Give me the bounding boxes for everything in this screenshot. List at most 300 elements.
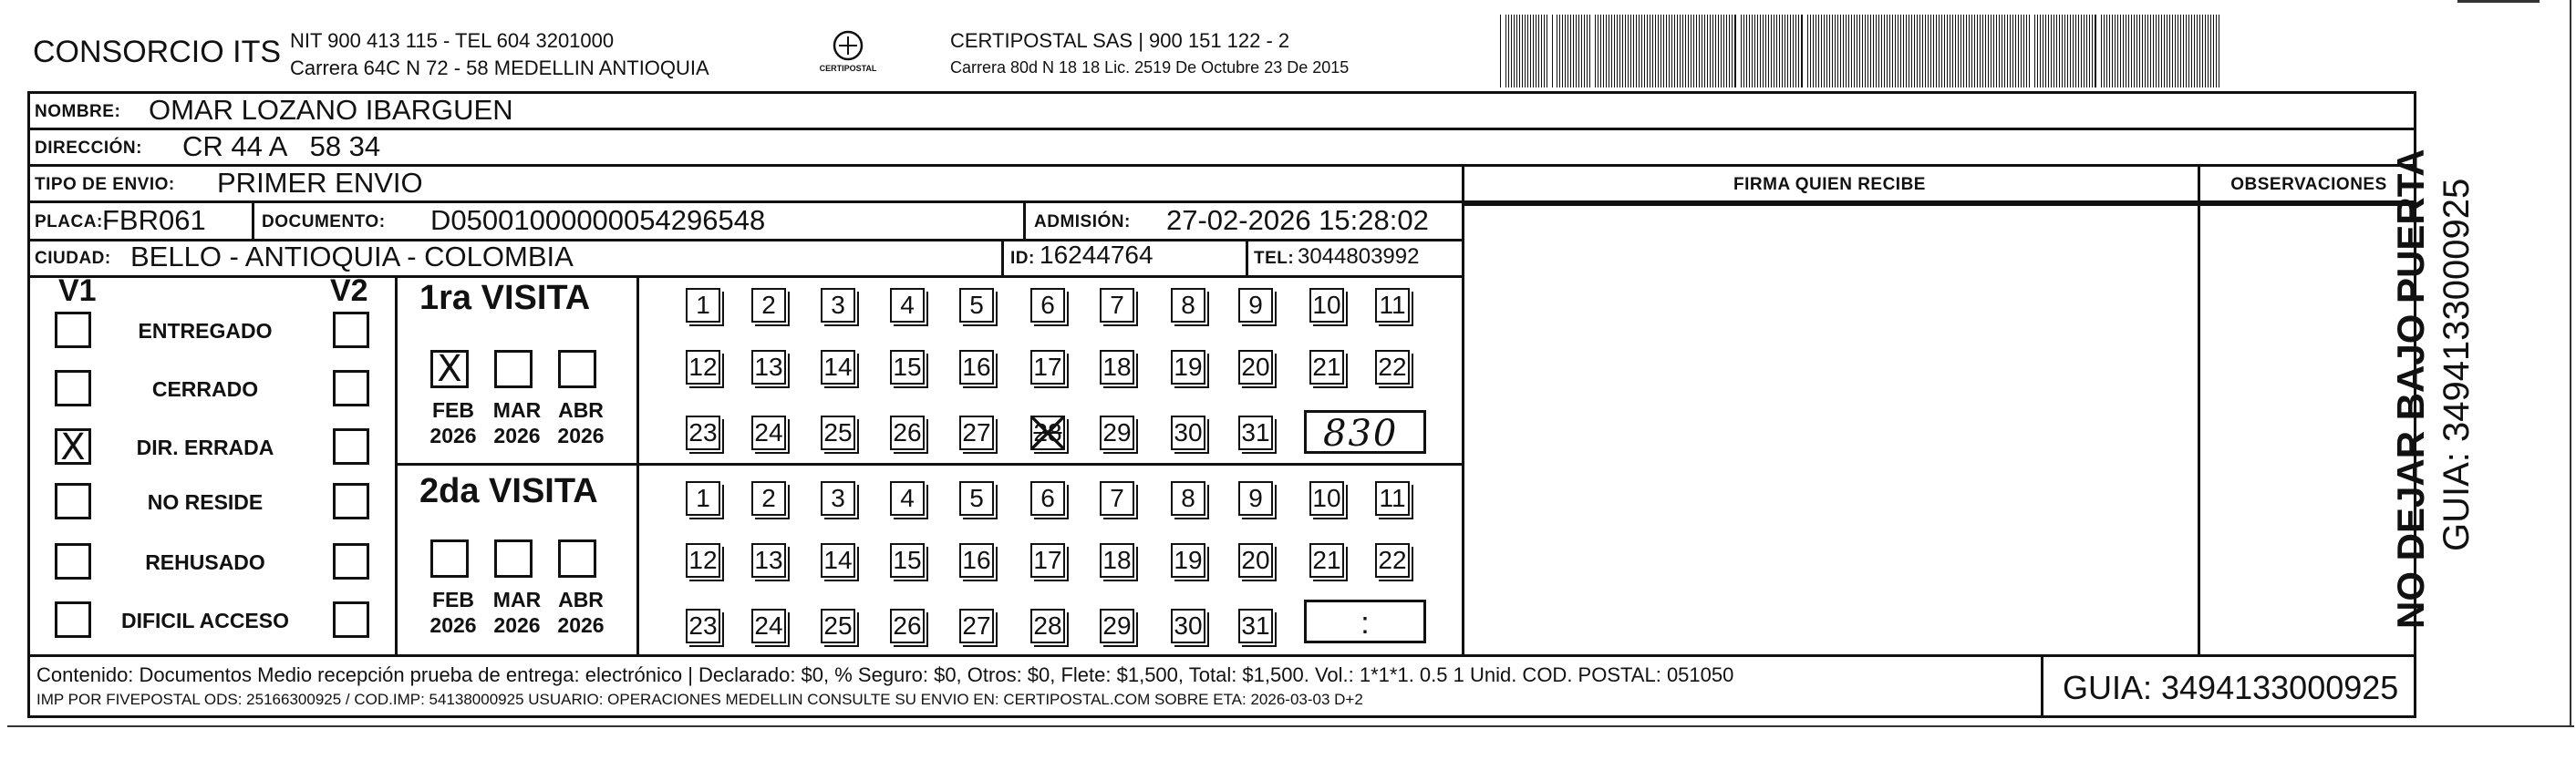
barcode-bar xyxy=(1600,15,1601,87)
day-box[interactable]: 14 xyxy=(821,543,855,578)
barcode-bar xyxy=(1617,15,1618,87)
barcode-bar xyxy=(1754,15,1755,87)
day-box[interactable]: 9 xyxy=(1238,288,1273,323)
footer-guia: GUIA: 3494133000925 xyxy=(2063,669,2399,706)
v1-checkbox[interactable] xyxy=(55,483,91,519)
v2-checkbox[interactable] xyxy=(333,543,369,580)
barcode-bar xyxy=(2101,15,2102,87)
barcode-bar xyxy=(1707,15,1708,87)
day-box[interactable]: 29 xyxy=(1100,416,1134,450)
day-box[interactable]: 16 xyxy=(959,543,994,578)
barcode-bar xyxy=(1628,15,1629,87)
barcode-bar xyxy=(2112,15,2113,87)
barcode-bar xyxy=(1516,15,1517,87)
status-label: ENTREGADO xyxy=(138,319,273,343)
day-box[interactable]: 16 xyxy=(959,350,994,385)
barcode-bar xyxy=(1525,15,1526,87)
barcode-bar xyxy=(1603,15,1604,87)
direccion-value: CR 44 A 58 34 xyxy=(182,130,381,162)
barcode-bar xyxy=(1682,15,1683,87)
barcode-bar xyxy=(1840,15,1841,87)
barcode-bar xyxy=(1903,15,1904,87)
barcode-bar xyxy=(1538,15,1539,87)
barcode-bar xyxy=(2186,15,2187,87)
barcode-bar xyxy=(2040,15,2041,87)
barcode-bar xyxy=(2026,15,2027,87)
day-box[interactable]: 15 xyxy=(890,543,925,578)
barcode-bar xyxy=(1801,15,1803,87)
footer-impresion: IMP POR FIVEPOSTAL ODS: 25166300925 / COD.IMP: 54138000925 USUARIO: OPERACIONES MEDELLIN CONSULTE SU ENVIO EN: CERTIPOSTAL.COM SOBRE ETA: 2026-03-03 D+2 xyxy=(36,691,1363,708)
barcode-bar xyxy=(2142,15,2143,87)
row-line xyxy=(27,654,2416,657)
barcode-bar xyxy=(1782,15,1783,87)
day-box[interactable]: 11 xyxy=(1375,288,1410,323)
barcode-bar xyxy=(1870,15,1871,87)
barcode-bar xyxy=(1760,15,1761,87)
col-line xyxy=(1462,164,1464,654)
barcode-bar xyxy=(2064,15,2065,87)
company-address: Carrera 64C N 72 - 58 MEDELLIN ANTIOQUIA xyxy=(290,56,709,79)
col-line xyxy=(2198,164,2200,654)
tel-value: 3044803992 xyxy=(1298,244,1420,269)
barcode-bar xyxy=(1589,15,1590,87)
barcode-bar xyxy=(2115,15,2116,87)
barcode-bar xyxy=(2216,15,2217,87)
barcode-bar xyxy=(1674,15,1675,87)
barcode-bar xyxy=(1900,15,1901,87)
barcode-bar xyxy=(2197,15,2198,87)
barcode-bar xyxy=(1630,15,1631,87)
day-box[interactable]: 10 xyxy=(1309,481,1344,516)
barcode-bar xyxy=(1660,15,1661,87)
barcode-bar xyxy=(1787,15,1788,87)
certipostal-logo xyxy=(812,27,885,78)
day-box[interactable]: 21 xyxy=(1309,350,1344,385)
barcode-bar xyxy=(1873,15,1874,87)
barcode-bar xyxy=(1776,15,1777,87)
barcode-bar xyxy=(1865,15,1866,87)
day-box[interactable]: 14 xyxy=(821,350,855,385)
barcode-bar xyxy=(1663,15,1664,87)
admision-value: 27-02-2026 15:28:02 xyxy=(1166,204,1429,236)
barcode-bar xyxy=(1881,15,1882,87)
month-year: 2026 xyxy=(493,613,541,637)
barcode-bar xyxy=(2106,15,2107,87)
barcode-bar xyxy=(2023,15,2024,87)
barcode-bar xyxy=(1939,15,1940,87)
barcode-bar xyxy=(2150,15,2151,87)
barcode-bar xyxy=(1988,15,1989,87)
barcode-bar xyxy=(1732,15,1733,87)
barcode-bar xyxy=(1595,15,1596,87)
barcode-bar xyxy=(1958,15,1959,87)
month-checkbox[interactable] xyxy=(558,350,596,388)
barcode xyxy=(1500,15,2225,87)
barcode-bar xyxy=(1570,15,1571,87)
barcode-bar xyxy=(1644,15,1645,87)
barcode-bar xyxy=(2034,15,2035,87)
barcode-bar xyxy=(2202,15,2203,87)
barcode-bar xyxy=(1960,15,1961,87)
barcode-bar xyxy=(1721,15,1722,87)
barcode-bar xyxy=(2194,15,2195,87)
v1-checkbox[interactable] xyxy=(55,370,91,406)
day-box[interactable]: 21 xyxy=(1309,543,1344,578)
carrier-address: Carrera 80d N 18 18 Lic. 2519 De Octubre 23 De 2015 xyxy=(950,58,1350,77)
barcode-bar xyxy=(1544,15,1545,87)
barcode-bar xyxy=(2037,15,2038,87)
barcode-bar xyxy=(1963,15,1964,87)
barcode-bar xyxy=(1647,15,1648,87)
status-label: DIFICIL ACCESO xyxy=(120,609,289,632)
barcode-bar xyxy=(2018,15,2019,87)
barcode-bar xyxy=(1693,15,1694,87)
barcode-bar xyxy=(1522,15,1523,87)
day-box[interactable]: 30 xyxy=(1171,609,1205,643)
barcode-bar xyxy=(1810,15,1811,87)
day-box[interactable]: 31 xyxy=(1238,416,1273,450)
v2-checkbox[interactable] xyxy=(333,370,369,406)
barcode-bar xyxy=(1969,15,1970,87)
barcode-bar xyxy=(1895,15,1896,87)
barcode-bar xyxy=(2213,15,2214,87)
side-guia: GUIA: 3494133000925 xyxy=(2436,178,2477,551)
barcode-bar xyxy=(1835,15,1836,87)
day-box[interactable]: 24 xyxy=(751,416,786,450)
month-year: 2026 xyxy=(493,424,541,447)
day-box[interactable]: 6 xyxy=(1030,288,1065,323)
row-line xyxy=(1464,203,2416,206)
barcode-bar xyxy=(1947,15,1948,87)
v2-checkbox[interactable] xyxy=(333,312,369,348)
day-box[interactable]: 28 xyxy=(1030,416,1065,450)
barcode-bar xyxy=(1655,15,1656,87)
day-box[interactable]: 11 xyxy=(1375,481,1410,516)
barcode-bar xyxy=(1771,15,1772,87)
v1-checkbox[interactable]: X xyxy=(55,428,91,465)
barcode-bar xyxy=(1952,15,1953,87)
day-box[interactable]: 5 xyxy=(959,481,994,516)
barcode-bar xyxy=(1878,15,1879,87)
barcode-bar xyxy=(1826,15,1827,87)
v1-label: V1 xyxy=(58,273,97,308)
barcode-bar xyxy=(1633,15,1634,87)
barcode-bars xyxy=(1500,15,2225,87)
barcode-bar xyxy=(2109,15,2110,87)
barcode-bar xyxy=(1851,15,1852,87)
day-box[interactable]: 7 xyxy=(1100,288,1134,323)
day-box[interactable]: 20 xyxy=(1238,350,1273,385)
barcode-bar xyxy=(1944,15,1945,87)
barcode-bar xyxy=(1611,15,1612,87)
month-year: 2026 xyxy=(429,424,477,447)
barcode-bar xyxy=(1996,15,1997,87)
barcode-bar xyxy=(1723,15,1724,87)
observaciones-label: OBSERVACIONES xyxy=(2230,175,2387,194)
barcode-bar xyxy=(2191,15,2192,87)
barcode-bar xyxy=(2139,15,2140,87)
visita1-time-box xyxy=(1304,410,1426,454)
month-checkbox[interactable] xyxy=(494,350,533,388)
barcode-bar xyxy=(1892,15,1893,87)
day-box[interactable]: 6 xyxy=(1030,481,1065,516)
barcode-bar xyxy=(1688,15,1689,87)
barcode-bar xyxy=(1622,15,1623,87)
barcode-bar xyxy=(1919,15,1920,87)
month-checkbox[interactable] xyxy=(494,539,533,578)
barcode-bar xyxy=(1746,15,1747,87)
barcode-bar xyxy=(2188,15,2189,87)
barcode-bar xyxy=(1562,15,1563,87)
barcode-bar xyxy=(1514,15,1515,87)
barcode-bar xyxy=(2021,15,2022,87)
barcode-bar xyxy=(1930,15,1931,87)
barcode-bar xyxy=(1837,15,1838,87)
barcode-bar xyxy=(1966,15,1967,87)
barcode-bar xyxy=(1636,15,1637,87)
barcode-bar xyxy=(1818,15,1819,87)
barcode-bar xyxy=(1824,15,1825,87)
barcode-bar xyxy=(1763,15,1764,87)
v1-checkbox[interactable] xyxy=(55,543,91,580)
documento-value: D05001000000054296548 xyxy=(430,204,766,236)
barcode-bar xyxy=(1980,15,1981,87)
barcode-bar xyxy=(1854,15,1855,87)
day-box[interactable]: 25 xyxy=(821,416,855,450)
barcode-bar xyxy=(1798,15,1799,87)
barcode-bar xyxy=(1752,15,1753,87)
barcode-bar xyxy=(1813,15,1814,87)
barcode-bar xyxy=(2051,15,2052,87)
day-box[interactable]: 18 xyxy=(1100,543,1134,578)
barcode-bar xyxy=(1793,15,1794,87)
barcode-bar xyxy=(2117,15,2118,87)
day-box[interactable]: 4 xyxy=(890,481,925,516)
month-checkbox[interactable]: X xyxy=(430,350,469,388)
barcode-bar xyxy=(1768,15,1769,87)
barcode-bar xyxy=(1795,15,1796,87)
side-warning: NO DEJAR BAJO PUERTA xyxy=(2389,149,2432,629)
nombre-label: NOMBRE: xyxy=(35,102,121,121)
barcode-bar xyxy=(1581,15,1582,87)
barcode-bar xyxy=(1578,15,1579,87)
col-line xyxy=(1023,200,1026,239)
month-checkbox[interactable] xyxy=(430,539,469,578)
barcode-bar xyxy=(2095,15,2096,87)
v2-checkbox[interactable] xyxy=(333,428,369,465)
status-label: CERRADO xyxy=(151,377,259,401)
day-box[interactable]: 27 xyxy=(959,609,994,643)
barcode-bar xyxy=(1527,15,1528,87)
day-box[interactable]: 23 xyxy=(686,416,720,450)
month-year: 2026 xyxy=(557,613,605,637)
barcode-bar xyxy=(1639,15,1640,87)
day-box[interactable]: 9 xyxy=(1238,481,1273,516)
barcode-bar xyxy=(2120,15,2121,87)
day-box[interactable]: 1 xyxy=(686,288,720,323)
day-box[interactable]: 19 xyxy=(1171,543,1205,578)
day-box[interactable]: 29 xyxy=(1100,609,1134,643)
barcode-bar xyxy=(2012,15,2013,87)
barcode-bar xyxy=(1955,15,1956,87)
barcode-bar xyxy=(1859,15,1860,87)
ciudad-label: CIUDAD: xyxy=(35,249,111,268)
barcode-bar xyxy=(1641,15,1642,87)
barcode-bar xyxy=(1999,15,2000,87)
day-box[interactable]: 3 xyxy=(821,288,855,323)
day-box[interactable]: 23 xyxy=(686,609,720,643)
barcode-bar xyxy=(1749,15,1750,87)
barcode-bar xyxy=(1887,15,1888,87)
carrier-name: CERTIPOSTAL SAS | 900 151 122 - 2 xyxy=(950,29,1290,52)
day-box[interactable]: 20 xyxy=(1238,543,1273,578)
v1-checkbox[interactable] xyxy=(55,601,91,638)
barcode-bar xyxy=(1565,15,1566,87)
month-year: 2026 xyxy=(429,613,477,637)
barcode-bar xyxy=(1587,15,1588,87)
barcode-bar xyxy=(1790,15,1791,87)
barcode-bar xyxy=(2158,15,2159,87)
day-box[interactable]: 12 xyxy=(686,350,720,385)
day-box[interactable]: 15 xyxy=(890,350,925,385)
barcode-bar xyxy=(1508,15,1509,87)
day-box[interactable]: 27 xyxy=(959,416,994,450)
barcode-bar xyxy=(1671,15,1672,87)
day-box[interactable]: 17 xyxy=(1030,350,1065,385)
id-label: ID: xyxy=(1010,249,1035,268)
col-line xyxy=(2041,654,2043,718)
barcode-bar xyxy=(1829,15,1830,87)
barcode-bar xyxy=(2075,15,2076,87)
day-box[interactable]: 26 xyxy=(890,609,925,643)
barcode-bar xyxy=(1573,15,1574,87)
day-box[interactable]: 8 xyxy=(1171,481,1205,516)
logo-text: CERTIPOSTAL xyxy=(819,64,877,73)
v2-checkbox[interactable] xyxy=(333,483,369,519)
barcode-bar xyxy=(2045,15,2046,87)
barcode-bar xyxy=(2015,15,2016,87)
barcode-bar xyxy=(1619,15,1620,87)
barcode-bar xyxy=(2180,15,2181,87)
barcode-bar xyxy=(1765,15,1766,87)
barcode-bar xyxy=(1743,15,1744,87)
visita1-title: 1ra VISITA xyxy=(419,279,591,317)
barcode-bar xyxy=(1715,15,1716,87)
barcode-bar xyxy=(2128,15,2129,87)
barcode-bar xyxy=(1584,15,1585,87)
barcode-bar xyxy=(1862,15,1863,87)
day-box[interactable]: 3 xyxy=(821,481,855,516)
barcode-bar xyxy=(2145,15,2146,87)
barcode-bar xyxy=(2169,15,2170,87)
day-box[interactable]: 10 xyxy=(1309,288,1344,323)
barcode-bar xyxy=(1741,15,1742,87)
barcode-bar xyxy=(2104,15,2105,87)
barcode-bar xyxy=(1511,15,1512,87)
day-box[interactable]: 22 xyxy=(1375,543,1410,578)
day-box[interactable]: 17 xyxy=(1030,543,1065,578)
barcode-bar xyxy=(1974,15,1975,87)
barcode-bar xyxy=(1658,15,1659,87)
day-box[interactable]: 12 xyxy=(686,543,720,578)
barcode-bar xyxy=(1922,15,1923,87)
day-box[interactable]: 26 xyxy=(890,416,925,450)
day-box[interactable]: 28 xyxy=(1030,609,1065,643)
barcode-bar xyxy=(1884,15,1885,87)
day-box[interactable]: 25 xyxy=(821,609,855,643)
day-box[interactable]: 4 xyxy=(890,288,925,323)
ciudad-value: BELLO - ANTIOQUIA - COLOMBIA xyxy=(130,241,574,272)
barcode-bar xyxy=(2136,15,2137,87)
barcode-bar xyxy=(1914,15,1915,87)
barcode-bar xyxy=(1710,15,1711,87)
month-year: 2026 xyxy=(557,424,605,447)
day-box[interactable]: 22 xyxy=(1375,350,1410,385)
day-box[interactable]: 24 xyxy=(751,609,786,643)
barcode-bar xyxy=(1519,15,1520,87)
v2-checkbox[interactable] xyxy=(333,601,369,638)
day-box[interactable]: 7 xyxy=(1100,481,1134,516)
barcode-bar xyxy=(1614,15,1615,87)
month-label: ABR xyxy=(558,588,604,611)
barcode-bar xyxy=(1500,15,1501,87)
barcode-bar xyxy=(1971,15,1972,87)
nombre-value: OMAR LOZANO IBARGUEN xyxy=(149,94,513,126)
day-box[interactable]: 5 xyxy=(959,288,994,323)
day-box[interactable]: 13 xyxy=(751,350,786,385)
status-label: DIR. ERRADA xyxy=(136,436,274,459)
admision-label: ADMISIÓN: xyxy=(1034,212,1131,231)
barcode-bar xyxy=(2164,15,2165,87)
company-name: CONSORCIO ITS xyxy=(33,35,282,69)
barcode-bar xyxy=(2199,15,2200,87)
day-box[interactable]: 2 xyxy=(751,481,786,516)
outer-right-line xyxy=(2570,0,2571,725)
day-box[interactable]: 13 xyxy=(751,543,786,578)
month-checkbox[interactable] xyxy=(558,539,596,578)
barcode-bar xyxy=(1933,15,1934,87)
col-line xyxy=(1246,239,1248,275)
day-box[interactable]: 30 xyxy=(1171,416,1205,450)
barcode-bar xyxy=(1911,15,1912,87)
placa-label: PLACA: xyxy=(35,212,103,231)
barcode-bar xyxy=(2004,15,2005,87)
barcode-bar xyxy=(1666,15,1667,87)
barcode-bar xyxy=(2134,15,2135,87)
barcode-bar xyxy=(2086,15,2087,87)
day-box[interactable]: 1 xyxy=(686,481,720,516)
barcode-bar xyxy=(2156,15,2157,87)
day-box[interactable]: 19 xyxy=(1171,350,1205,385)
barcode-bar xyxy=(2092,15,2093,87)
barcode-bar xyxy=(2078,15,2079,87)
day-box[interactable]: 31 xyxy=(1238,609,1273,643)
barcode-bar xyxy=(1625,15,1626,87)
barcode-bar xyxy=(2210,15,2211,87)
barcode-bar xyxy=(1917,15,1918,87)
barcode-bar xyxy=(1699,15,1700,87)
day-box[interactable]: 18 xyxy=(1100,350,1134,385)
barcode-bar xyxy=(1552,15,1553,87)
day-box[interactable]: 8 xyxy=(1171,288,1205,323)
v1-checkbox[interactable] xyxy=(55,312,91,348)
day-box[interactable]: 2 xyxy=(751,288,786,323)
barcode-bar xyxy=(2067,15,2068,87)
barcode-bar xyxy=(2172,15,2173,87)
barcode-bar xyxy=(1993,15,1994,87)
col-line xyxy=(252,200,254,239)
outer-bottom-line xyxy=(7,725,2574,727)
